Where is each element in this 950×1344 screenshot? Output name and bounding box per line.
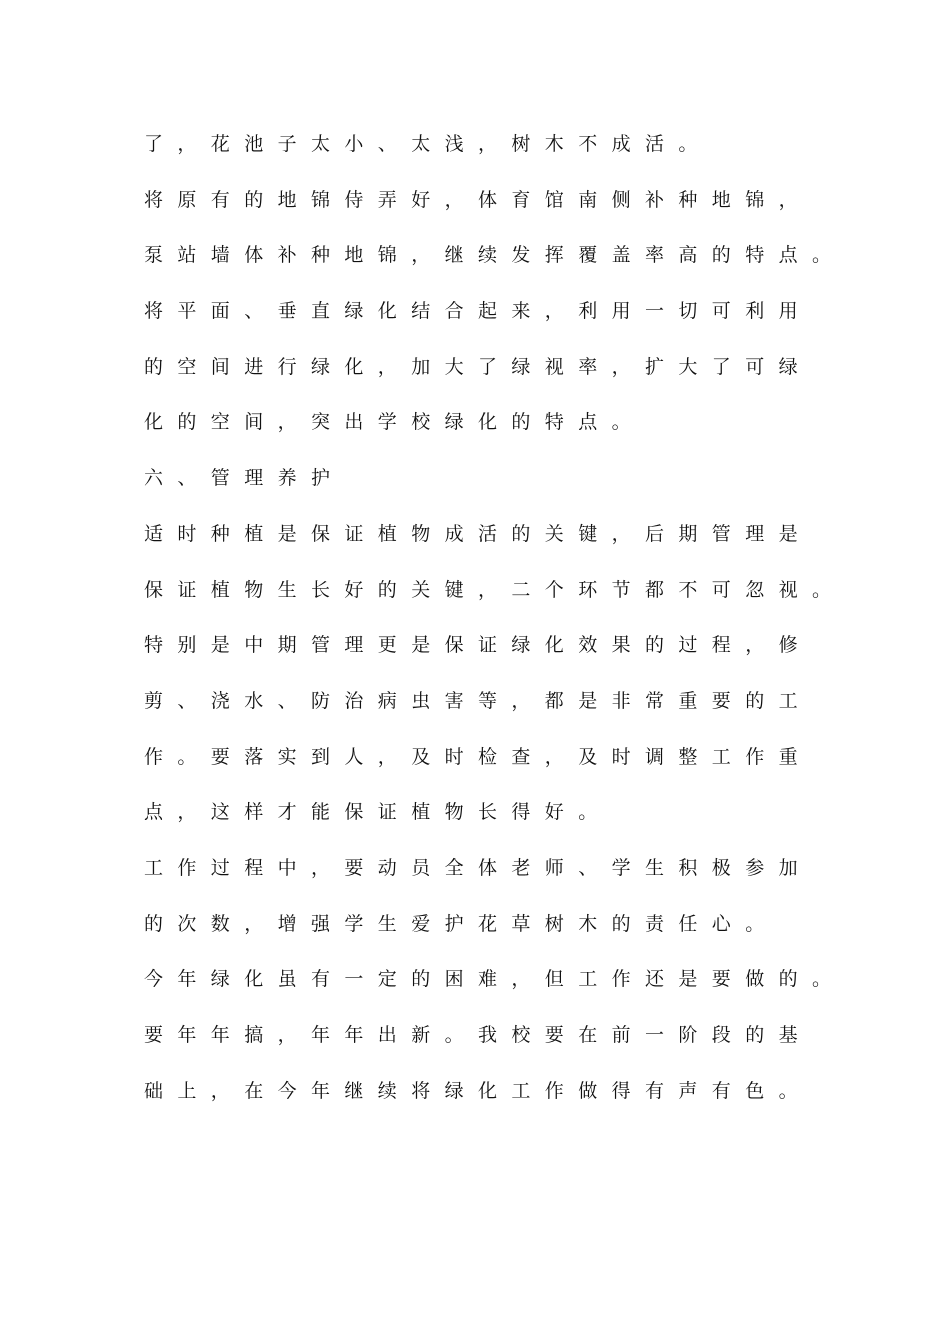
- text-line-4: 将平面、垂直绿化结合起来，利用一切可利用: [144, 300, 813, 323]
- body-text: [144, 126, 844, 1128]
- text-line-2: 将原有的地锦侍弄好，体育馆南侧补种地锦，: [144, 188, 813, 211]
- text-line-8: 适时种植是保证植物成活的关键，后期管理是: [144, 522, 813, 545]
- section-heading: 六、管理养护: [144, 467, 345, 490]
- text-line-1: 了，花池子太小、太浅，树木不成活。: [144, 133, 712, 155]
- text-line-17: 要年年搞，年年出新。我校要在前一阶段的基: [144, 1024, 813, 1046]
- text-line-11: 剪、浇水、防治病虫害等，都是非常重要的工: [144, 689, 813, 712]
- text-line-14: 工作过程中，要动员全体老师、学生积极参加: [144, 856, 813, 879]
- text-line-13: 点，这样才能保证植物长得好。: [144, 801, 612, 824]
- text-line-18: 础上，在今年继续将绿化工作做得有声有色。: [144, 1079, 813, 1102]
- text-line-5: 的空间进行绿化，加大了绿视率，扩大了可绿: [144, 355, 813, 378]
- text-line-9: 保证植物生长好的关键，二个环节都不可忽视。: [144, 578, 846, 601]
- text-line-10: 特别是中期管理更是保证绿化效果的过程，修: [144, 634, 813, 657]
- text-line-6: 化的空间，突出学校绿化的特点。: [144, 411, 646, 434]
- text-line-12: 作。要落实到人，及时检查，及时调整工作重: [144, 745, 813, 768]
- text-line-16: 今年绿化虽有一定的困难，但工作还是要做的。: [144, 968, 846, 991]
- text-line-3: 泵站墙体补种地锦，继续发挥覆盖率高的特点。: [144, 244, 846, 267]
- text-line-15: 的次数，增强学生爱护花草树木的责任心。: [144, 912, 779, 935]
